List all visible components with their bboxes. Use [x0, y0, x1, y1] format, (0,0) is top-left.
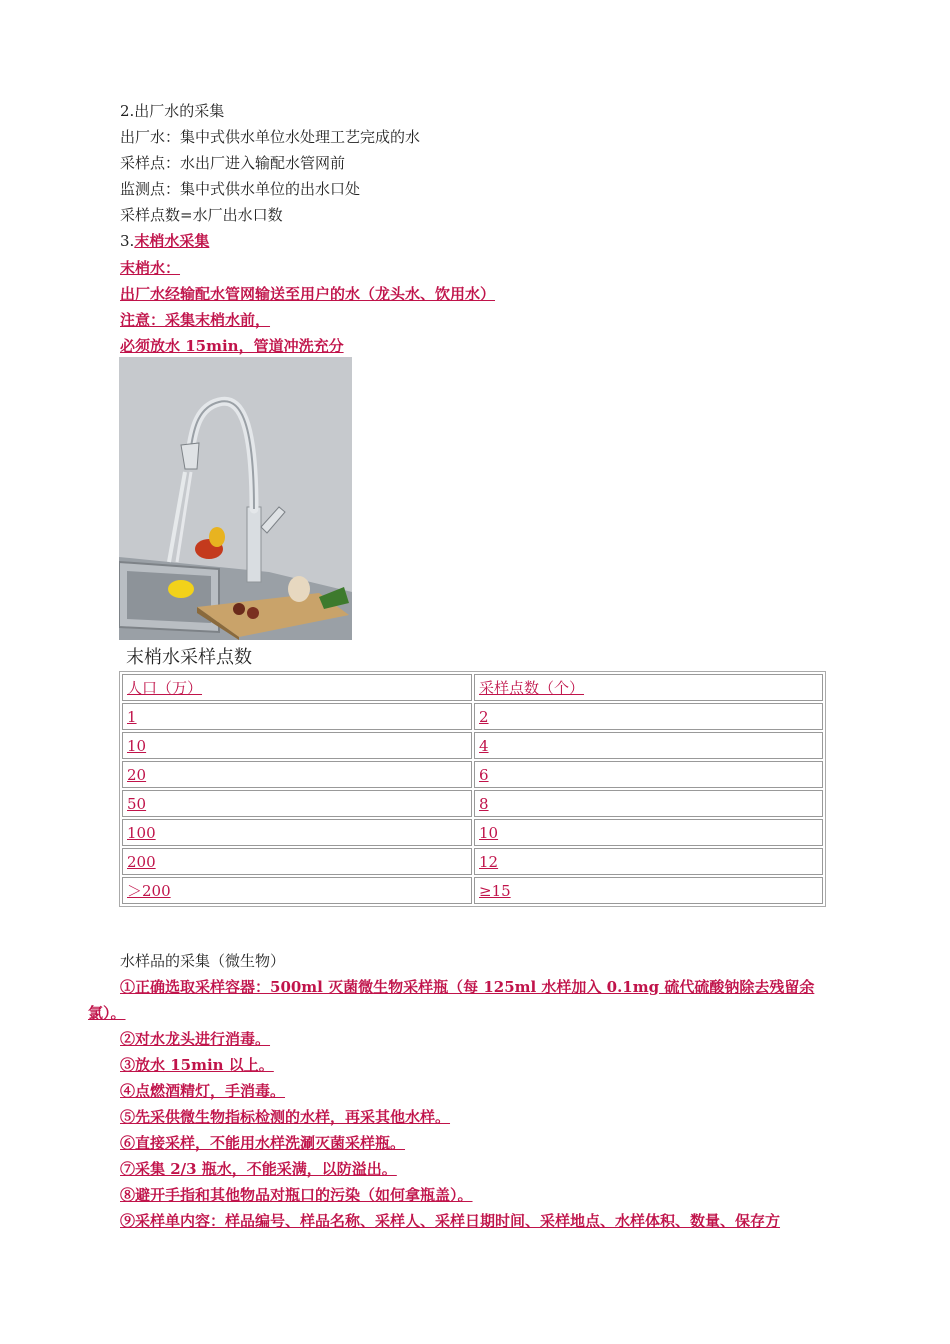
population-cell [122, 819, 472, 846]
step-7: ⑦采集 2/3 瓶水，不能采满，以防溢出。 [120, 1160, 397, 1178]
faucet-sink-photo [119, 357, 352, 640]
sampling-count-cell [474, 790, 823, 817]
table-row [122, 703, 823, 730]
section-2-title: 2.出厂水的采集 [120, 102, 225, 120]
step-4: ④点燃酒精灯，手消毒。 [120, 1082, 286, 1100]
population-value: 200 [127, 852, 156, 871]
step-8: ⑧避开手指和其他物品对瓶口的污染（如何拿瓶盖）。 [120, 1186, 473, 1204]
population-cell [122, 732, 472, 759]
table-row [122, 877, 823, 904]
header-sampling-points-text: 采样点数（个） [479, 679, 585, 697]
note-line-2: 必须放水 15min，管道冲洗充分 [120, 337, 344, 355]
sampling-count-value: 12 [479, 852, 499, 871]
population-value: 20 [127, 765, 147, 784]
factory-water-definition: 出厂水：集中式供水单位水处理工艺完成的水 [120, 128, 421, 146]
population-value: 50 [127, 794, 147, 813]
sampling-point-text: 采样点：水出厂进入输配水管网前 [120, 154, 346, 172]
section-3-heading [120, 231, 209, 251]
sampling-count-cell [474, 761, 823, 788]
step-9: ⑨采样单内容：样品编号、样品名称、采样人、采样日期时间、采样地点、水样体积、数量、保存方 [120, 1212, 781, 1230]
population-cell [122, 848, 472, 875]
terminal-water-label: 末梢水： [120, 259, 181, 277]
sampling-count-cell [474, 703, 823, 730]
step-1-line-b: 氯）。 [88, 1004, 126, 1022]
sampling-points-table [119, 671, 826, 907]
table-header-row [122, 674, 823, 701]
terminal-water-definition: 出厂水经输配水管网输送至用户的水（龙头水、饮用水） [120, 285, 496, 303]
sampling-count-text: 采样点数=水厂出水口数 [120, 206, 283, 224]
monitoring-point-text: 监测点：集中式供水单位的出水口处 [120, 180, 361, 198]
sampling-count-cell [474, 732, 823, 759]
step-5: ⑤先采供微生物指标检测的水样，再采其他水样。 [120, 1108, 451, 1126]
header-sampling-points [474, 674, 823, 701]
sampling-count-value: 4 [479, 736, 489, 755]
table-row [122, 848, 823, 875]
microbe-sampling-title: 水样品的采集（微生物） [120, 952, 286, 970]
sampling-count-value: 6 [479, 765, 489, 784]
sampling-count-cell [474, 877, 823, 904]
sampling-count-value: 8 [479, 794, 489, 813]
step-6: ⑥直接采样，不能用水样洗涮灭菌采样瓶。 [120, 1134, 406, 1152]
step-3: ③放水 15min 以上。 [120, 1056, 274, 1074]
population-cell [122, 877, 472, 904]
table-row [122, 819, 823, 846]
header-population [122, 674, 472, 701]
table-row [122, 732, 823, 759]
sampling-count-value: 10 [479, 823, 499, 842]
population-value: 10 [127, 736, 147, 755]
sampling-count-value: ≥15 [479, 881, 511, 900]
table-row [122, 761, 823, 788]
population-value: 100 [127, 823, 156, 842]
section-3-title: 末梢水采集 [134, 232, 210, 250]
sampling-count-cell [474, 848, 823, 875]
sampling-count-cell [474, 819, 823, 846]
note-line-1: 注意：采集末梢水前， [120, 311, 271, 329]
population-cell [122, 761, 472, 788]
population-cell [122, 703, 472, 730]
header-population-text: 人口（万） [127, 679, 203, 697]
population-cell [122, 790, 472, 817]
faucet-illustration [119, 357, 352, 640]
sampling-count-value: 2 [479, 707, 489, 726]
table-caption: 末梢水采样点数 [126, 647, 252, 668]
section-3-number: 3. [120, 232, 135, 250]
population-value: 1 [127, 707, 137, 726]
step-2: ②对水龙头进行消毒。 [120, 1030, 271, 1048]
table-row [122, 790, 823, 817]
population-value: ＞200 [127, 882, 171, 900]
step-1-line-a: ①正确选取采样容器：500ml 灭菌微生物采样瓶（每 125ml 水样加入 0.1mg 硫代硫酸钠除去残留余 [120, 978, 815, 996]
